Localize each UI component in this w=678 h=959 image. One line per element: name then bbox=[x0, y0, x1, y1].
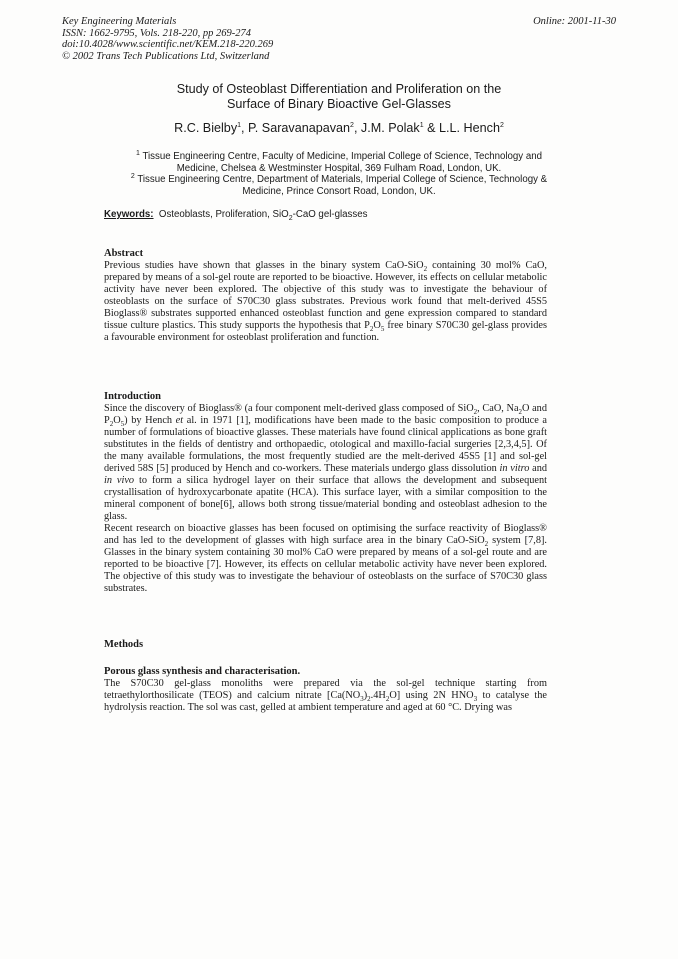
text-run: system [7,8]. Glasses in the binary system containing 30 mol% CaO were prepared by means of a sol-gel route and are reported to be bioactive [7]. However, its effects on cellular metabolic activity have never been explored. The objective of this study was to investigate the behaviour of osteoblasts on the surface of S70C30 glass substrates. bbox=[104, 535, 547, 594]
introduction-paragraph-1 bbox=[104, 403, 547, 523]
issn-line: ISSN: 1662-9795, Vols. 218-220, pp 269-274 bbox=[62, 27, 251, 39]
author-list bbox=[62, 121, 616, 135]
text-run: Previous studies have shown that glasses in the binary system CaO-SiO bbox=[104, 260, 424, 271]
methods-heading: Methods bbox=[104, 639, 144, 650]
paper-title bbox=[62, 82, 616, 111]
text-run: ) bbox=[363, 690, 368, 701]
subscript: 2 bbox=[423, 265, 428, 274]
introduction-heading: Introduction bbox=[104, 391, 161, 402]
porous-glass-subsection bbox=[104, 666, 547, 714]
porous-glass-heading: Porous glass synthesis and characterisation. bbox=[104, 666, 301, 677]
journal-header bbox=[62, 16, 616, 62]
text-run: Recent research on bioactive glasses has been focused on optimising the surface reactivity of Bioglass® and has led to the development of glasses with high surface area in the binary CaO-SiO bbox=[104, 523, 547, 546]
text-run: free binary S70C30 gel-glass provides a favourable environment for osteoblast proliferation and function. bbox=[104, 320, 547, 343]
subscript: 3 bbox=[360, 695, 364, 704]
text-run: containing 30 mol% CaO, prepared by means of a sol-gel route are reported to be bioactive. However, its effects on cellular metabolic activity have never been explored. The objective of this study was to investigate the behaviour of osteoblasts on the surface of S70C30 glass substrates. Previous work found that melt-derived 45S5 Bioglass® substrates supported enhanced osteoblast function and gene expression compared to standard tissue culture plastics. This study supports the hypothesis that P bbox=[104, 260, 547, 331]
author-hench: & L.L. Hench bbox=[423, 121, 500, 135]
affiliation-1-line-2: Medicine, Chelsea & Westminster Hospital, 369 Fulham Road, London, UK. bbox=[176, 162, 502, 174]
subscript: 2 bbox=[288, 214, 293, 222]
author-polak: , J.M. Polak bbox=[353, 121, 420, 135]
keywords bbox=[104, 209, 574, 220]
text-run: al. in 1971 [1], modifications have been made to the basic composition to produce a number of formulations of bioactive glasses. These materials have found clinical applications as bone graft substitutes in the fields of dentistry and orthopaedic, otological and maxillo-facial surgeries [2,3,4,5]. Of the many available formulations, the most frequently studied are the melt-derived 45S5 [1] and sol-gel derived 58S [5] produced by Hench and co-workers. These materials undergo glass dissolution bbox=[104, 415, 547, 474]
subscript: 2 bbox=[369, 325, 374, 334]
subscript: 5 bbox=[380, 325, 385, 334]
introduction-section bbox=[104, 391, 547, 595]
subscript: 2 bbox=[385, 695, 390, 704]
text-run: O bbox=[113, 415, 121, 426]
methods-paragraph bbox=[104, 678, 547, 714]
text-run: The S70C30 gel-glass monoliths were prepared via the sol-gel technique starting from tetraethylorthosilicate (TEOS) and calcium nitrate [Ca(NO bbox=[104, 678, 547, 701]
keywords-label: Keywords: bbox=[104, 209, 154, 220]
author-superscript: 2 bbox=[499, 121, 504, 129]
introduction-paragraph-2 bbox=[104, 523, 547, 595]
keywords-text: -CaO gel-glasses bbox=[292, 209, 368, 220]
abstract-section bbox=[104, 248, 547, 344]
author-superscript: 1 bbox=[237, 121, 242, 129]
subscript: 2 bbox=[367, 695, 371, 704]
affiliation-1 bbox=[100, 151, 578, 174]
subscript: 2 bbox=[473, 408, 478, 417]
subscript: 2 bbox=[109, 420, 114, 429]
text-run: to form a silica hydrogel layer on their surface that allows the development and subsequent crystallisation of hydroxycarbonate apatite (HCA). This surface layer, with a similar composition to the mineral component of bone[6], allows both strong tissue/material bonding and osteoblast adhesion to the glass. bbox=[104, 475, 548, 522]
subscript: 3 bbox=[473, 695, 478, 704]
text-run: O and P bbox=[104, 403, 547, 426]
title-line-2: Surface of Binary Bioactive Gel-Glasses bbox=[227, 96, 451, 111]
text-run: O bbox=[373, 320, 381, 331]
subscript: 2 bbox=[484, 540, 489, 549]
italic-run: in vitro bbox=[499, 463, 530, 474]
affiliation-1-line-1: Tissue Engineering Centre, Faculty of Medicine, Imperial College of Science, Technology and bbox=[142, 151, 542, 162]
text-run: O] using 2N HNO bbox=[389, 690, 474, 701]
doi-line: doi:10.4028/www.scientific.net/KEM.218-220.269 bbox=[62, 39, 274, 50]
affiliation-marker: 1 bbox=[136, 149, 140, 157]
text-run: ) by Hench bbox=[124, 415, 176, 426]
affiliation-2 bbox=[100, 174, 578, 197]
affiliation-marker: 2 bbox=[130, 172, 135, 180]
italic-run: in vivo bbox=[104, 475, 135, 486]
text-run: , CaO, Na bbox=[477, 403, 519, 414]
abstract-body bbox=[104, 260, 547, 344]
subscript: 2 bbox=[518, 408, 523, 417]
copyright-line: © 2002 Trans Tech Publications Ltd, Switzerland bbox=[62, 50, 270, 62]
text-run: to catalyse the hydrolysis reaction. The sol was cast, gelled at ambient temperature and aged at 60 °C. Drying was bbox=[104, 690, 547, 713]
affiliation-2-line-2: Medicine, Prince Consort Road, London, UK. bbox=[242, 185, 436, 197]
keywords-text: Osteoblasts, Proliferation, SiO bbox=[158, 209, 289, 220]
online-date: Online: 2001-11-30 bbox=[533, 16, 616, 27]
text-run: Since the discovery of Bioglass® (a four component melt-derived glass composed of SiO bbox=[104, 403, 474, 414]
subscript: 5 bbox=[120, 420, 125, 429]
affiliation-2-line-1: Tissue Engineering Centre, Department of Materials, Imperial College of Science, Technology & bbox=[137, 174, 548, 185]
text-run: and bbox=[529, 463, 547, 474]
title-line-1: Study of Osteoblast Differentiation and Proliferation on the bbox=[176, 82, 502, 96]
author-superscript: 1 bbox=[419, 121, 424, 129]
italic-run: et bbox=[175, 415, 184, 426]
journal-name: Key Engineering Materials bbox=[62, 16, 177, 27]
text-run: .4H bbox=[370, 690, 386, 701]
abstract-heading: Abstract bbox=[104, 248, 144, 259]
author-bielby: R.C. Bielby bbox=[174, 121, 238, 135]
author-superscript: 2 bbox=[350, 121, 354, 129]
author-saravanapavan: , P. Saravanapavan bbox=[241, 121, 351, 135]
